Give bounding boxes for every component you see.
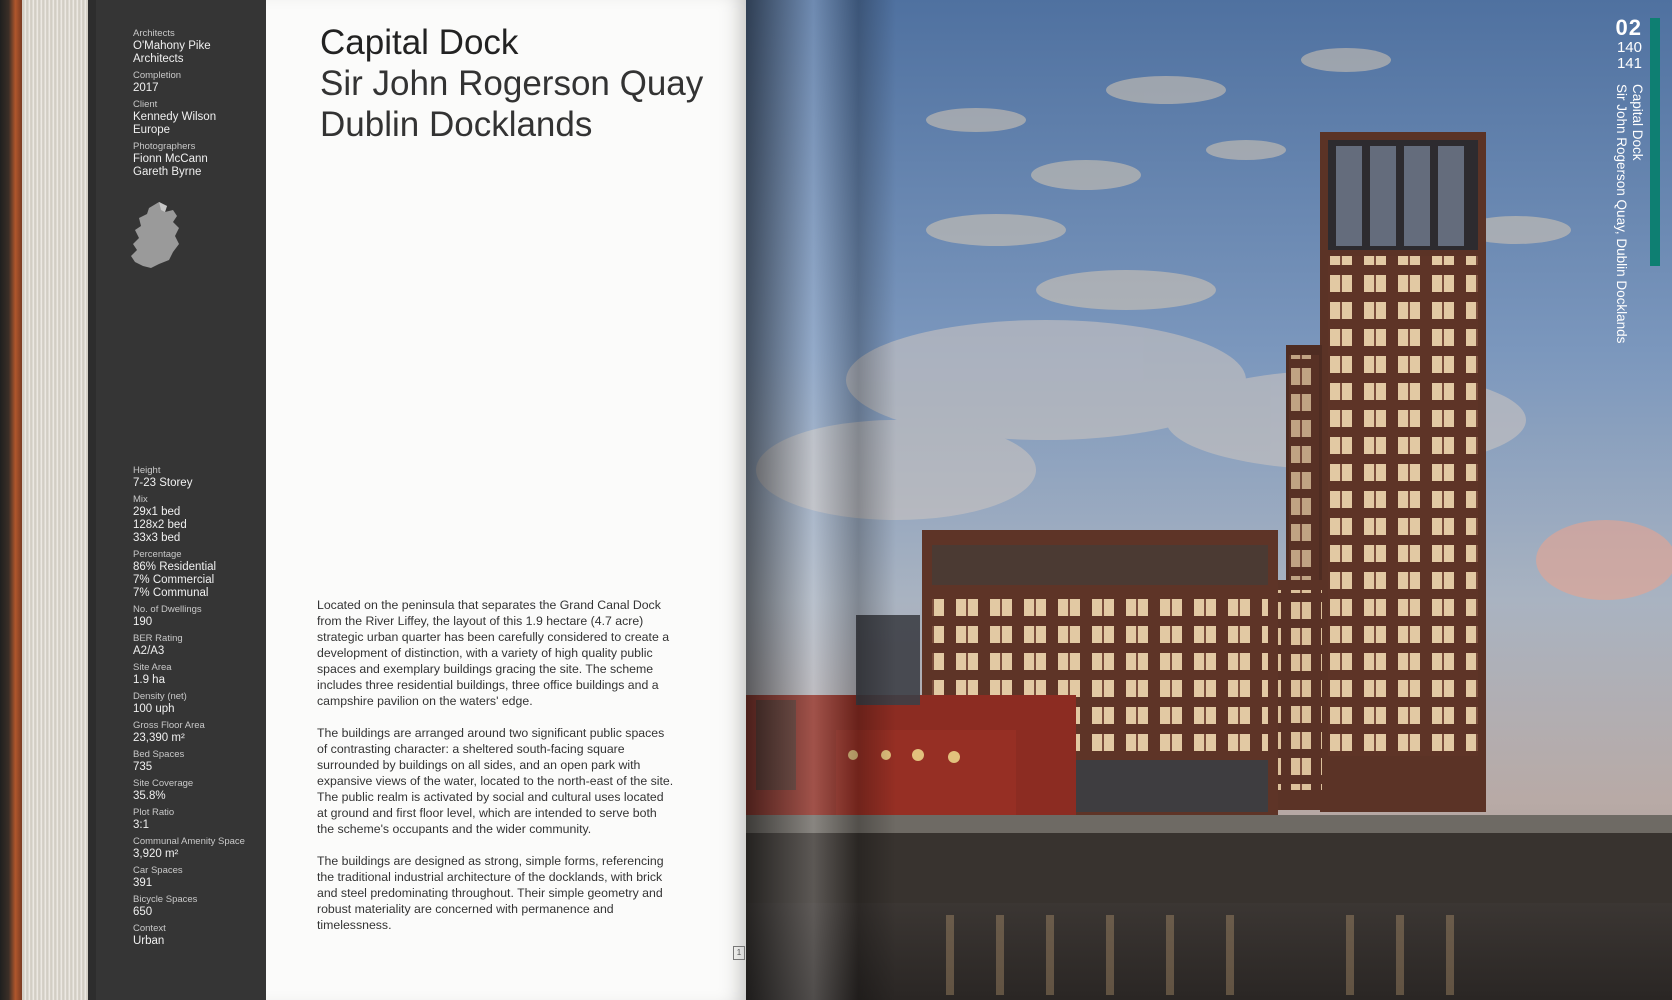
title-line-1: Capital Dock [320,23,519,62]
page-number-a: 140 [1616,39,1642,56]
meta-label: Bicycle Spaces [133,894,198,905]
meta-site-area [133,662,172,687]
meta-client [133,99,216,137]
meta-value: 100 uph [133,703,175,715]
title-line-3: Dublin Docklands [320,105,593,144]
meta-value: A2/A3 [133,645,165,657]
meta-value: 190 [133,616,153,628]
paragraph-1: Located on the peninsula that separates the Grand Canal Dock from the River Liffey, the layout of this 1.9 hectare (4.7 acre) strategic urban quarter has been carefully considered to create a development of distinction, with a variety of high quality public spaces and exemplary buildings gracing the site. The scheme includes three residential buildings, three office buildings and a campshire pavilion on the waters' edge. [317,598,670,708]
meta-mix [133,494,187,545]
meta-bicycle-spaces [133,894,197,919]
meta-percentage [133,549,216,600]
meta-value: Gareth Byrne [133,166,202,178]
vertical-title-1: Capital Dock [1630,84,1645,161]
meta-label: Bed Spaces [133,749,185,760]
meta-height [133,465,192,490]
meta-value: 128x2 bed [133,519,187,531]
meta-completion [133,70,181,95]
meta-value: 35.8% [133,790,166,802]
meta-label: Density (net) [133,691,187,702]
left-text-page [266,0,746,1000]
page-marker: 1 [733,946,745,960]
meta-label: Car Spaces [133,865,183,876]
paragraph-2: The buildings are arranged around two significant public spaces of contrasting character: a sheltered south-facing square surrounded by buildings on all sides, and an open park with expansive views of the water, located to the north-east of the site. The public realm is activated by social and cultural uses located at ground and first floor level, which are intended to serve both the scheme's occupants and the wider community. [317,726,674,836]
meta-value: 33x3 bed [133,532,181,544]
meta-plot-ratio [133,807,174,832]
meta-bed-spaces [133,749,184,774]
vertical-title-2: Sir John Rogerson Quay, Dublin Docklands [1614,84,1629,344]
meta-value: Urban [133,935,165,947]
meta-context [133,923,166,948]
meta-gross-floor-area [133,720,205,745]
meta-value: 23,390 m² [133,732,185,744]
meta-label: Plot Ratio [133,807,175,818]
meta-value: 650 [133,906,153,918]
meta-value: 86% Residential [133,561,217,573]
page-runner [1608,16,1642,72]
meta-label: Site Coverage [133,778,194,789]
building-photograph [746,0,1672,1000]
meta-value: 7% Commercial [133,574,215,586]
book-page-edges [0,0,96,1000]
meta-label: Architects [133,28,175,39]
ireland-map-icon [129,200,185,270]
meta-label: Communal Amenity Space [133,836,245,847]
chapter-number: 02 [1615,15,1642,40]
meta-photographers [133,141,208,179]
page-title [320,22,703,145]
meta-ber-rating [133,633,183,658]
meta-label: Context [133,923,166,934]
meta-label: Client [133,99,158,110]
meta-site-coverage [133,778,193,803]
title-line-2: Sir John Rogerson Quay [320,64,704,103]
meta-value: O'Mahony Pike [133,40,211,52]
meta-architects [133,28,211,66]
meta-label: Completion [133,70,182,81]
meta-value: 2017 [133,82,159,94]
meta-label: Gross Floor Area [133,720,205,731]
project-info-sidebar [96,0,266,1000]
meta-label: No. of Dwellings [133,604,202,615]
body-text [317,597,677,949]
meta-value: 3,920 m² [133,848,179,860]
meta-car-spaces [133,865,183,890]
meta-value: Kennedy Wilson [133,111,217,123]
meta-value: 3:1 [133,819,149,831]
page-number-b: 141 [1616,55,1642,72]
meta-value: 7-23 Storey [133,477,193,489]
vertical-running-title [1612,84,1652,364]
meta-communal-amenity-space [133,836,245,861]
meta-label: Site Area [133,662,172,673]
paragraph-3: The buildings are designed as strong, simple forms, referencing the traditional industrial architecture of the docklands, with brick and steel predominating throughout. Their simple geometry and robust materiality are concerned with permanence and timelessness. [317,854,664,932]
meta-label: Mix [133,494,148,505]
meta-value: 1.9 ha [133,674,165,686]
meta-value: Europe [133,124,171,136]
meta-density-net- [133,691,187,716]
meta-value: Architects [133,53,184,65]
meta-label: Height [133,465,161,476]
meta-no-of-dwellings [133,604,202,629]
meta-value: 7% Communal [133,587,209,599]
meta-value: Fionn McCann [133,153,208,165]
meta-label: BER Rating [133,633,183,644]
meta-label: Percentage [133,549,182,560]
meta-label: Photographers [133,141,196,152]
meta-value: 391 [133,877,153,889]
meta-value: 735 [133,761,153,773]
meta-value: 29x1 bed [133,506,181,518]
book-gutter-shadow [746,0,896,1000]
